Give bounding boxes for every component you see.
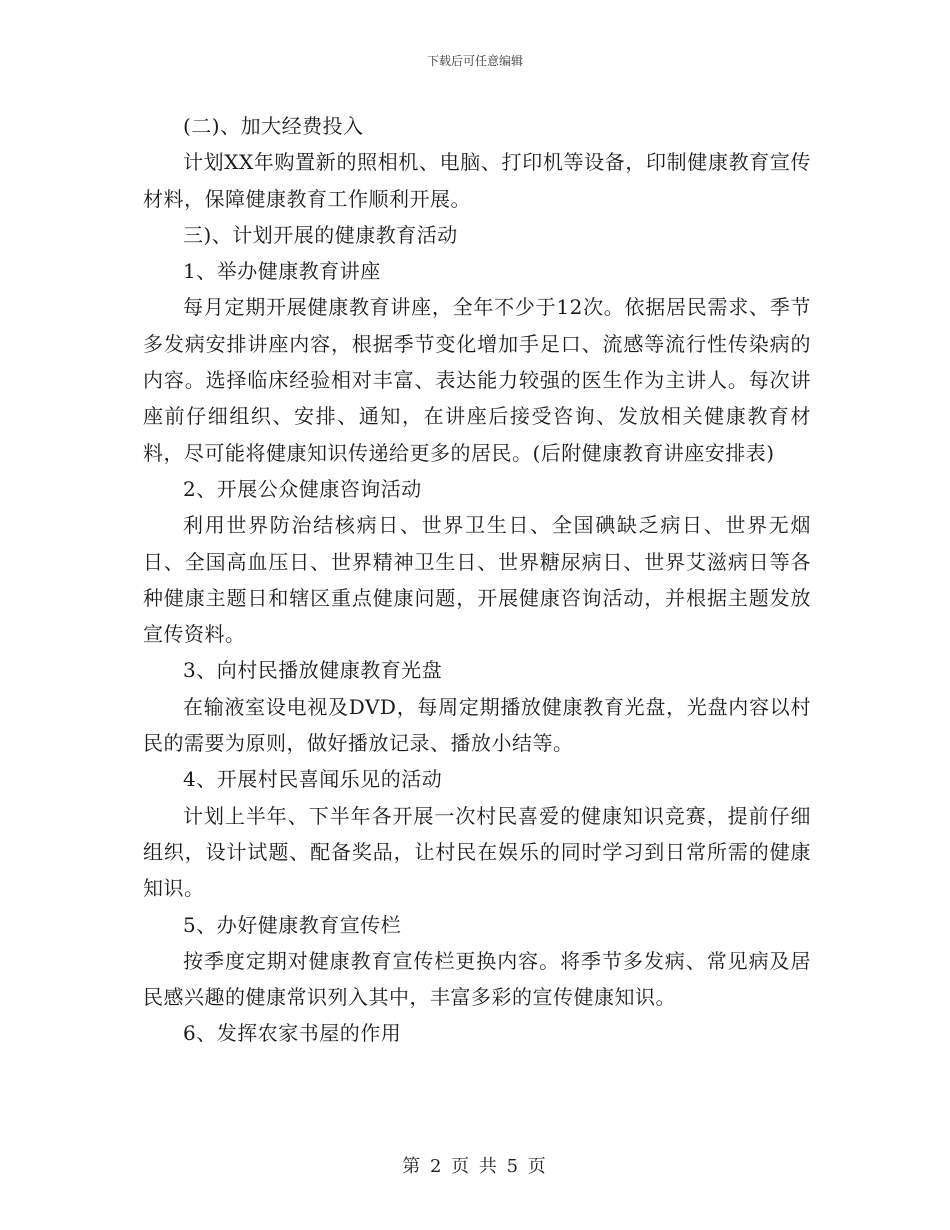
paragraph-activities: 计划上半年、下半年各开展一次村民喜爱的健康知识竞赛，提前仔细组织，设计试题、配备奖品，让村民在娱乐的同时学习到日常所需的健康知识。	[143, 803, 811, 901]
paragraph-consultation: 利用世界防治结核病日、世界卫生日、全国碘缺乏病日、世界无烟日、全国高血压日、世界精神卫生日、世界糖尿病日、世界艾滋病日等各种健康主题日和辖区重点健康问题，开展健康咨询活动，并根据主题发放宣传资料。	[143, 513, 811, 647]
item-heading-activities: 4、开展村民喜闻乐见的活动	[183, 767, 443, 792]
header-note: 下载后可任意编辑	[426, 54, 523, 68]
item-heading-dvd: 3、向村民播放健康教育光盘	[183, 658, 443, 683]
paragraph-lectures: 每月定期开展健康教育讲座，全年不少于12次。依据居民需求、季节多发病安排讲座内容，根据季节变化增加手足口、流感等流行性传染病的内容。选择临床经验相对丰富、表达能力较强的医生作为主讲人。每次讲座前仔细组织、安排、通知，在讲座后接受咨询、发放相关健康教育材料，尽可能将健康知识传递给更多的居民。(后附健康教育讲座安排表)	[143, 295, 811, 465]
section-heading-funding: (二)、加大经费投入	[183, 114, 364, 138]
item-heading-consultation: 2、开展公众健康咨询活动	[183, 476, 422, 501]
paragraph-funding: 计划XX年购置新的照相机、电脑、打印机等设备，印制健康教育宣传材料，保障健康教育工作顺利开展。	[143, 150, 811, 211]
paragraph-dvd: 在输液室设电视及DVD，每周定期播放健康教育光盘，光盘内容以村民的需要为原则，做好播放记录、播放小结等。	[143, 694, 811, 756]
document-body	[143, 108, 811, 1052]
paragraph-bulletin: 按季度定期对健康教育宣传栏更换内容。将季节多发病、常见病及居民感兴趣的健康常识列入其中，丰富多彩的宣传健康知识。	[143, 948, 811, 1010]
item-heading-bulletin: 5、办好健康教育宣传栏	[183, 912, 402, 937]
item-heading-lectures: 1、举办健康教育讲座	[183, 259, 381, 284]
item-heading-library: 6、发挥农家书屋的作用	[183, 1021, 402, 1046]
section-heading-activities: 三)、计划开展的健康教育活动	[183, 222, 458, 247]
page-number: 第 2 页 共 5 页	[402, 1156, 548, 1177]
